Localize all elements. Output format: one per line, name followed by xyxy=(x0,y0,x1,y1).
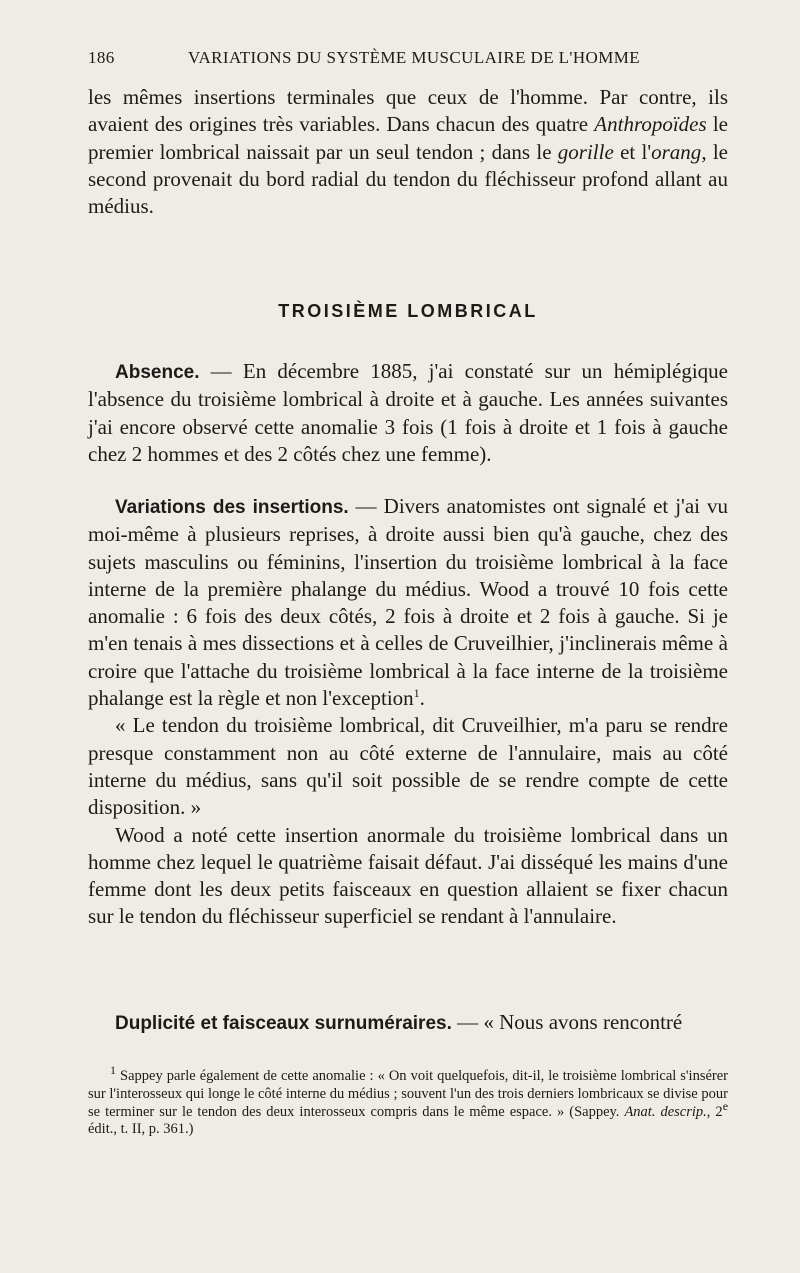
text-run: et l' xyxy=(613,139,652,164)
paragraph-lead: Variations des insertions. xyxy=(115,497,349,518)
paragraph-lead: Duplicité et faisceaux surnuméraires. xyxy=(115,1013,452,1034)
text-run: . xyxy=(419,686,425,711)
footnote-reference: 1 xyxy=(413,686,420,701)
paragraph-lead: Absence. xyxy=(115,362,200,383)
variations-paragraph xyxy=(88,493,728,931)
italic-term: Anthropoïdes xyxy=(594,112,707,137)
text-run: , le second provenait du bord radial du tendon du fléchisseur profond allant au médius. xyxy=(88,139,728,219)
superscript: e xyxy=(722,1098,729,1113)
quote-paragraph: « Le tendon du troisième lombrical, dit Cruveilhier, m'a paru se rendre presque constamment non au côté externe de l'annulaire, mais au côté interne du médius, sans qu'il soit possible de se rendre compte de cette disposition. » xyxy=(88,713,728,820)
text-run: les mêmes insertions terminales que ceux de l'homme. Par contre, ils avaient des origines très variables. Dans chacun des quatre xyxy=(88,85,728,137)
wood-paragraph: Wood a noté cette insertion anormale du troisième lombrical dans un homme chez lequel le quatrième faisait défaut. J'ai disséqué les mains d'une femme dont les deux petits faisceaux en question allaient se fixer chacun sur le tendon du fléchisseur superficiel se rendant à l'annulaire. xyxy=(88,822,728,929)
italic-term: gorille xyxy=(557,139,614,164)
text-run: — En décembre 1885, j'ai constaté sur un hémiplégique l'absence du troisième lombrical à droite et à gauche. Les années suivantes j'ai encore observé cette anomalie 3 fois (1 fois à droite et 1 fois à gauche chez 2 hommes et des 2 côtés chez une femme). xyxy=(88,359,728,466)
text-run: — « Nous avons rencontré xyxy=(451,1010,683,1034)
absence-paragraph xyxy=(88,358,728,468)
text-run: édit., t. II, p. 361.) xyxy=(88,1121,194,1138)
page-number: 186 xyxy=(88,48,115,67)
italic-term: orang xyxy=(651,139,702,164)
text-run: , 2 xyxy=(706,1103,723,1120)
italic-term: Anat. descrip. xyxy=(624,1103,707,1120)
text-run: le premier lombrical naissait par un seul tendon ; dans le xyxy=(88,112,728,164)
opening-paragraph xyxy=(88,84,728,220)
footnote-mark: 1 xyxy=(110,1063,116,1078)
text-run: — Divers anatomistes ont signalé et j'ai vu moi-même à plusieurs reprises, à droite aussi bien qu'à gauche, chez des sujets masculins ou féminins, l'insertion du troisième lombrical à la face interne de la première phalange du médius. Wood a trouvé 10 fois cette anomalie : 6 fois des deux côtés, 2 fois à droite et 2 fois à gauche. Si je m'en tenais à mes dissections et à celles de Cruveilhier, j'inclinerais même à croire que l'attache du troisième lombrical à la face interne de la troisième phalange est la règle et non l'exception xyxy=(88,494,728,711)
text-run: Sappey parle également de cette anomalie : « On voit quelquefois, dit-il, le troisième lombrical s'insérer sur l'interosseux qui longe le côté interne du médius ; souvent l'un des trois derniers lombricaux se divise pour se terminer sur le tendon des deux interosseux compris dans le même espace. » (Sappey. xyxy=(88,1068,728,1120)
footnote xyxy=(88,1063,729,1139)
section-heading: TROISIÈME LOMBRICAL xyxy=(278,301,538,321)
duplicite-paragraph xyxy=(88,1009,728,1037)
running-title: VARIATIONS DU SYSTÈME MUSCULAIRE DE L'HOMME xyxy=(188,48,641,67)
